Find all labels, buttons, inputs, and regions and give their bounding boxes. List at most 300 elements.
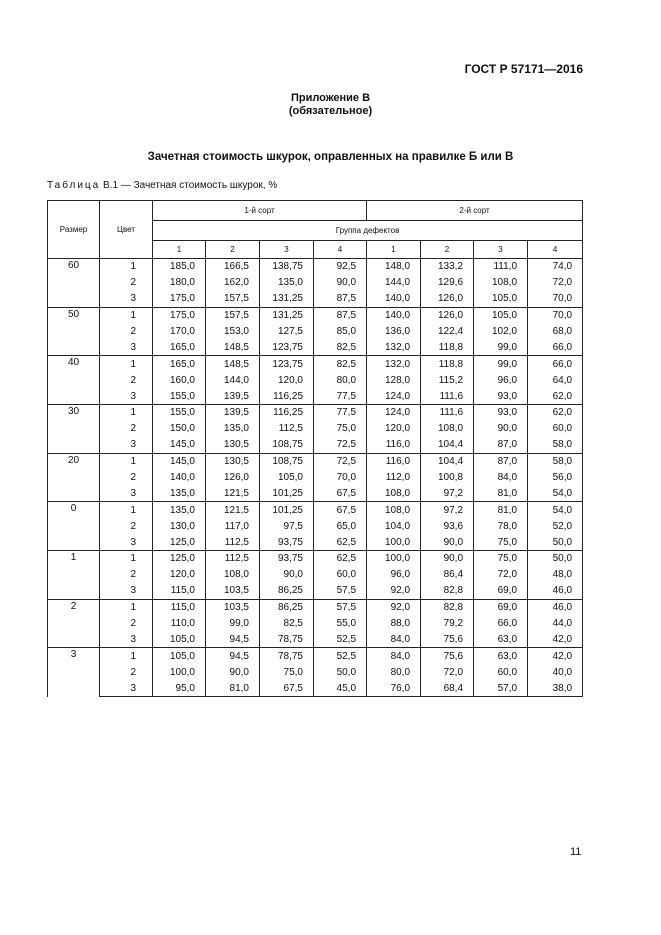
- table-row: [48, 453, 583, 469]
- table-row: [48, 437, 583, 453]
- value-cell: 80,0: [367, 664, 421, 680]
- value-cell: 64,0: [528, 372, 583, 388]
- value-cell: 93,6: [421, 518, 474, 534]
- size-cell: 60: [48, 259, 100, 308]
- value-cell: 104,0: [367, 518, 421, 534]
- value-cell: 100,0: [367, 534, 421, 550]
- value-cell: 118,8: [421, 356, 474, 372]
- value-cell: 116,25: [260, 388, 314, 404]
- value-cell: 126,0: [421, 307, 474, 323]
- value-cell: 50,0: [314, 664, 367, 680]
- value-cell: 70,0: [528, 291, 583, 307]
- table-caption-number: В.1: [103, 180, 119, 191]
- value-cell: 87,5: [314, 307, 367, 323]
- value-cell: 42,0: [528, 631, 583, 647]
- value-cell: 66,0: [528, 339, 583, 355]
- value-cell: 139,5: [206, 405, 260, 421]
- header-group-number: 3: [260, 241, 314, 259]
- table-row: [48, 291, 583, 307]
- value-cell: 54,0: [528, 485, 583, 501]
- color-cell: 3: [100, 485, 153, 501]
- color-cell: 1: [100, 307, 153, 323]
- value-cell: 150,0: [153, 421, 206, 437]
- color-cell: 1: [100, 356, 153, 372]
- value-cell: 123,75: [260, 339, 314, 355]
- value-cell: 170,0: [153, 324, 206, 340]
- value-cell: 38,0: [528, 680, 583, 696]
- color-cell: 2: [100, 372, 153, 388]
- table-row: [48, 485, 583, 501]
- value-cell: 133,2: [421, 259, 474, 275]
- value-cell: 95,0: [153, 680, 206, 696]
- value-cell: 175,0: [153, 307, 206, 323]
- color-cell: 1: [100, 599, 153, 615]
- color-cell: 1: [100, 551, 153, 567]
- header-group-number: 1: [367, 241, 421, 259]
- value-cell: 127,5: [260, 324, 314, 340]
- table-row: [48, 339, 583, 355]
- value-cell: 111,0: [474, 259, 528, 275]
- value-cell: 185,0: [153, 259, 206, 275]
- size-cell: 3: [48, 648, 100, 697]
- table-row: [48, 405, 583, 421]
- color-cell: 2: [100, 664, 153, 680]
- value-cell: 121,5: [206, 485, 260, 501]
- value-cell: 160,0: [153, 372, 206, 388]
- value-cell: 165,0: [153, 339, 206, 355]
- value-cell: 86,25: [260, 599, 314, 615]
- header-grade-1: 1-й сорт: [153, 201, 367, 221]
- value-cell: 85,0: [314, 324, 367, 340]
- color-cell: 2: [100, 616, 153, 632]
- table-row: [48, 421, 583, 437]
- color-cell: 3: [100, 291, 153, 307]
- table-caption-prefix: Таблица: [47, 180, 101, 191]
- value-cell: 115,0: [153, 599, 206, 615]
- value-cell: 111,6: [421, 405, 474, 421]
- value-cell: 87,0: [474, 453, 528, 469]
- value-cell: 90,0: [421, 534, 474, 550]
- value-cell: 52,5: [314, 648, 367, 664]
- color-cell: 3: [100, 680, 153, 696]
- value-cell: 72,0: [528, 275, 583, 291]
- value-cell: 126,0: [206, 470, 260, 486]
- value-cell: 82,8: [421, 599, 474, 615]
- value-cell: 131,25: [260, 291, 314, 307]
- value-cell: 180,0: [153, 275, 206, 291]
- color-cell: 3: [100, 534, 153, 550]
- value-cell: 94,5: [206, 631, 260, 647]
- table-row: [48, 680, 583, 696]
- size-cell: 2: [48, 599, 100, 648]
- document-id: ГОСТ Р 57171—2016: [464, 62, 583, 76]
- value-cell: 148,5: [206, 339, 260, 355]
- table-row: [48, 664, 583, 680]
- value-cell: 88,0: [367, 616, 421, 632]
- value-cell: 93,75: [260, 534, 314, 550]
- value-cell: 96,0: [474, 372, 528, 388]
- value-cell: 120,0: [153, 567, 206, 583]
- table-row: [48, 616, 583, 632]
- value-cell: 155,0: [153, 405, 206, 421]
- value-cell: 93,75: [260, 551, 314, 567]
- value-cell: 75,0: [474, 534, 528, 550]
- value-cell: 104,4: [421, 453, 474, 469]
- table-row: [48, 518, 583, 534]
- value-cell: 77,5: [314, 405, 367, 421]
- value-cell: 136,0: [367, 324, 421, 340]
- size-cell: 50: [48, 307, 100, 356]
- value-cell: 63,0: [474, 648, 528, 664]
- value-cell: 74,0: [528, 259, 583, 275]
- table-row: [48, 275, 583, 291]
- value-cell: 69,0: [474, 599, 528, 615]
- value-cell: 100,0: [153, 664, 206, 680]
- value-cell: 60,0: [314, 567, 367, 583]
- value-cell: 101,25: [260, 485, 314, 501]
- value-cell: 48,0: [528, 567, 583, 583]
- value-cell: 78,75: [260, 631, 314, 647]
- table-row: [48, 567, 583, 583]
- value-cell: 82,5: [314, 339, 367, 355]
- value-cell: 75,6: [421, 631, 474, 647]
- value-cell: 44,0: [528, 616, 583, 632]
- value-cell: 78,75: [260, 648, 314, 664]
- table-row: [48, 534, 583, 550]
- table-row: [48, 324, 583, 340]
- value-cell: 62,0: [528, 388, 583, 404]
- value-cell: 52,0: [528, 518, 583, 534]
- color-cell: 2: [100, 275, 153, 291]
- value-cell: 108,0: [474, 275, 528, 291]
- header-group-number: 2: [421, 241, 474, 259]
- header-group-number: 4: [528, 241, 583, 259]
- value-cell: 105,0: [260, 470, 314, 486]
- value-cell: 112,0: [367, 470, 421, 486]
- value-cell: 50,0: [528, 534, 583, 550]
- value-cell: 50,0: [528, 551, 583, 567]
- value-cell: 46,0: [528, 599, 583, 615]
- value-cell: 70,0: [314, 470, 367, 486]
- size-cell: 0: [48, 502, 100, 551]
- value-cell: 55,0: [314, 616, 367, 632]
- value-cell: 93,0: [474, 388, 528, 404]
- color-cell: 2: [100, 518, 153, 534]
- value-cell: 87,0: [474, 437, 528, 453]
- color-cell: 3: [100, 583, 153, 599]
- value-cell: 112,5: [206, 551, 260, 567]
- value-cell: 110,0: [153, 616, 206, 632]
- value-cell: 99,0: [474, 339, 528, 355]
- value-cell: 115,0: [153, 583, 206, 599]
- table-row: [48, 356, 583, 372]
- value-cell: 42,0: [528, 648, 583, 664]
- value-cell: 108,0: [421, 421, 474, 437]
- value-cell: 52,5: [314, 631, 367, 647]
- value-cell: 123,75: [260, 356, 314, 372]
- value-cell: 67,5: [260, 680, 314, 696]
- value-cell: 66,0: [528, 356, 583, 372]
- value-table: [47, 200, 583, 697]
- value-cell: 165,0: [153, 356, 206, 372]
- value-cell: 130,5: [206, 437, 260, 453]
- value-cell: 100,8: [421, 470, 474, 486]
- value-cell: 54,0: [528, 502, 583, 518]
- value-cell: 62,5: [314, 534, 367, 550]
- value-cell: 84,0: [367, 648, 421, 664]
- value-cell: 104,4: [421, 437, 474, 453]
- table-row: [48, 502, 583, 518]
- value-cell: 103,5: [206, 599, 260, 615]
- value-cell: 82,5: [314, 356, 367, 372]
- value-cell: 125,0: [153, 551, 206, 567]
- value-cell: 144,0: [367, 275, 421, 291]
- value-cell: 72,5: [314, 437, 367, 453]
- value-cell: 76,0: [367, 680, 421, 696]
- value-cell: 78,0: [474, 518, 528, 534]
- value-cell: 124,0: [367, 405, 421, 421]
- value-cell: 111,6: [421, 388, 474, 404]
- value-cell: 66,0: [474, 616, 528, 632]
- header-size: Размер: [48, 201, 100, 259]
- value-cell: 69,0: [474, 583, 528, 599]
- value-cell: 70,0: [528, 307, 583, 323]
- color-cell: 1: [100, 259, 153, 275]
- header-grade-2: 2-й сорт: [367, 201, 583, 221]
- value-cell: 132,0: [367, 356, 421, 372]
- value-cell: 108,75: [260, 437, 314, 453]
- value-cell: 96,0: [367, 567, 421, 583]
- value-cell: 80,0: [314, 372, 367, 388]
- value-cell: 97,5: [260, 518, 314, 534]
- color-cell: 3: [100, 437, 153, 453]
- value-cell: 157,5: [206, 307, 260, 323]
- value-cell: 128,0: [367, 372, 421, 388]
- table-row: [48, 470, 583, 486]
- value-cell: 121,5: [206, 502, 260, 518]
- value-cell: 57,0: [474, 680, 528, 696]
- value-cell: 84,0: [367, 631, 421, 647]
- value-cell: 90,0: [206, 664, 260, 680]
- value-cell: 40,0: [528, 664, 583, 680]
- value-cell: 125,0: [153, 534, 206, 550]
- value-cell: 86,25: [260, 583, 314, 599]
- value-cell: 57,5: [314, 583, 367, 599]
- value-cell: 101,25: [260, 502, 314, 518]
- value-cell: 63,0: [474, 631, 528, 647]
- value-cell: 75,0: [474, 551, 528, 567]
- table-row: [48, 388, 583, 404]
- table-row: [48, 551, 583, 567]
- value-cell: 72,5: [314, 453, 367, 469]
- value-cell: 140,0: [367, 291, 421, 307]
- value-cell: 94,5: [206, 648, 260, 664]
- table-row: [48, 599, 583, 615]
- size-cell: 20: [48, 453, 100, 502]
- value-cell: 120,0: [260, 372, 314, 388]
- size-cell: 30: [48, 405, 100, 454]
- section-title: Зачетная стоимость шкурок, оправленных на правилке Б или В: [147, 151, 514, 163]
- value-cell: 102,0: [474, 324, 528, 340]
- value-cell: 166,5: [206, 259, 260, 275]
- value-cell: 126,0: [421, 291, 474, 307]
- value-cell: 45,0: [314, 680, 367, 696]
- value-cell: 81,0: [474, 485, 528, 501]
- value-cell: 100,0: [367, 551, 421, 567]
- value-cell: 108,0: [367, 485, 421, 501]
- color-cell: 3: [100, 339, 153, 355]
- value-cell: 157,5: [206, 291, 260, 307]
- value-cell: 118,8: [421, 339, 474, 355]
- table-row: [48, 372, 583, 388]
- appendix-title: Приложение В: [290, 92, 371, 104]
- table-row: [48, 583, 583, 599]
- header-group-number: 1: [153, 241, 206, 259]
- value-cell: 135,0: [260, 275, 314, 291]
- value-cell: 60,0: [528, 421, 583, 437]
- value-cell: 92,5: [314, 259, 367, 275]
- value-cell: 115,2: [421, 372, 474, 388]
- value-cell: 67,5: [314, 502, 367, 518]
- value-cell: 90,0: [421, 551, 474, 567]
- value-cell: 108,0: [206, 567, 260, 583]
- value-cell: 117,0: [206, 518, 260, 534]
- value-cell: 75,0: [314, 421, 367, 437]
- value-cell: 175,0: [153, 291, 206, 307]
- table-caption-text: — Зачетная стоимость шкурок, %: [120, 180, 278, 191]
- value-cell: 67,5: [314, 485, 367, 501]
- header-group-number: 3: [474, 241, 528, 259]
- value-cell: 129,6: [421, 275, 474, 291]
- value-cell: 86,4: [421, 567, 474, 583]
- size-cell: 40: [48, 356, 100, 405]
- value-cell: 60,0: [474, 664, 528, 680]
- value-cell: 90,0: [260, 567, 314, 583]
- color-cell: 2: [100, 324, 153, 340]
- value-cell: 108,75: [260, 453, 314, 469]
- value-cell: 124,0: [367, 388, 421, 404]
- value-cell: 155,0: [153, 388, 206, 404]
- size-cell: 1: [48, 551, 100, 600]
- value-cell: 97,2: [421, 502, 474, 518]
- color-cell: 1: [100, 502, 153, 518]
- value-cell: 62,0: [528, 405, 583, 421]
- value-cell: 90,0: [474, 421, 528, 437]
- table-row: [48, 307, 583, 323]
- value-cell: 93,0: [474, 405, 528, 421]
- value-cell: 148,5: [206, 356, 260, 372]
- appendix-heading: [0, 92, 661, 118]
- value-cell: 46,0: [528, 583, 583, 599]
- value-cell: 130,5: [206, 453, 260, 469]
- value-cell: 116,25: [260, 405, 314, 421]
- value-cell: 144,0: [206, 372, 260, 388]
- value-cell: 139,5: [206, 388, 260, 404]
- value-cell: 99,0: [206, 616, 260, 632]
- value-cell: 62,5: [314, 551, 367, 567]
- header-color: Цвет: [100, 201, 153, 259]
- value-cell: 56,0: [528, 470, 583, 486]
- value-cell: 87,5: [314, 291, 367, 307]
- value-cell: 148,0: [367, 259, 421, 275]
- table-caption: [47, 180, 277, 191]
- value-cell: 105,0: [474, 291, 528, 307]
- color-cell: 2: [100, 421, 153, 437]
- value-cell: 130,0: [153, 518, 206, 534]
- value-cell: 138,75: [260, 259, 314, 275]
- color-cell: 3: [100, 388, 153, 404]
- value-cell: 75,6: [421, 648, 474, 664]
- value-cell: 58,0: [528, 453, 583, 469]
- value-cell: 153,0: [206, 324, 260, 340]
- value-cell: 162,0: [206, 275, 260, 291]
- color-cell: 1: [100, 453, 153, 469]
- value-cell: 84,0: [474, 470, 528, 486]
- value-cell: 122,4: [421, 324, 474, 340]
- page-number: 11: [570, 846, 582, 858]
- value-cell: 135,0: [206, 421, 260, 437]
- table-row: [48, 648, 583, 664]
- value-cell: 77,5: [314, 388, 367, 404]
- value-cell: 82,8: [421, 583, 474, 599]
- value-cell: 120,0: [367, 421, 421, 437]
- value-cell: 72,0: [474, 567, 528, 583]
- value-cell: 140,0: [367, 307, 421, 323]
- header-group-number: 2: [206, 241, 260, 259]
- value-cell: 145,0: [153, 453, 206, 469]
- value-cell: 90,0: [314, 275, 367, 291]
- color-cell: 3: [100, 631, 153, 647]
- value-cell: 68,0: [528, 324, 583, 340]
- header-defect-group: Группа дефектов: [153, 221, 583, 241]
- table-body: [48, 259, 583, 697]
- value-cell: 99,0: [474, 356, 528, 372]
- table-row: [48, 259, 583, 275]
- value-cell: 112,5: [206, 534, 260, 550]
- value-cell: 103,5: [206, 583, 260, 599]
- value-cell: 92,0: [367, 583, 421, 599]
- value-cell: 132,0: [367, 339, 421, 355]
- value-cell: 58,0: [528, 437, 583, 453]
- value-cell: 81,0: [474, 502, 528, 518]
- value-cell: 140,0: [153, 470, 206, 486]
- value-cell: 68,4: [421, 680, 474, 696]
- value-cell: 108,0: [367, 502, 421, 518]
- value-cell: 57,5: [314, 599, 367, 615]
- color-cell: 2: [100, 567, 153, 583]
- appendix-status: (обязательное): [288, 105, 373, 117]
- value-cell: 97,2: [421, 485, 474, 501]
- header-group-number: 4: [314, 241, 367, 259]
- value-cell: 135,0: [153, 485, 206, 501]
- table-row: [48, 631, 583, 647]
- color-cell: 2: [100, 470, 153, 486]
- value-cell: 105,0: [153, 648, 206, 664]
- value-cell: 75,0: [260, 664, 314, 680]
- value-cell: 92,0: [367, 599, 421, 615]
- color-cell: 1: [100, 405, 153, 421]
- value-cell: 116,0: [367, 437, 421, 453]
- value-cell: 82,5: [260, 616, 314, 632]
- value-cell: 72,0: [421, 664, 474, 680]
- value-cell: 116,0: [367, 453, 421, 469]
- value-cell: 105,0: [153, 631, 206, 647]
- value-cell: 145,0: [153, 437, 206, 453]
- color-cell: 1: [100, 648, 153, 664]
- value-cell: 65,0: [314, 518, 367, 534]
- value-cell: 79,2: [421, 616, 474, 632]
- value-cell: 81,0: [206, 680, 260, 696]
